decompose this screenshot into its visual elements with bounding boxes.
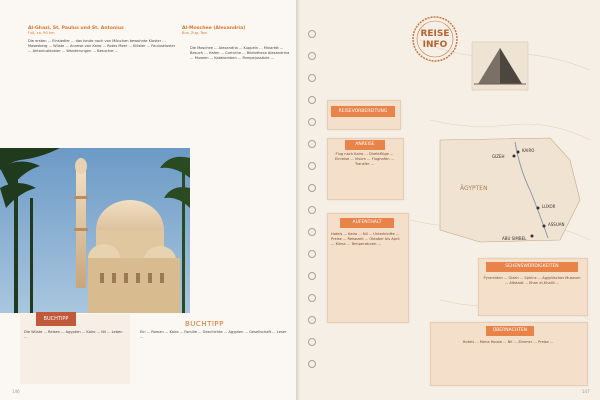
- binding-ring: [308, 184, 316, 192]
- left-page-number: 146: [12, 389, 20, 394]
- map-label-gizeh: GIZEH: [492, 154, 505, 159]
- card-uebernachten-label: ÜBERNACHTEN: [486, 326, 534, 336]
- binding-ring: [308, 52, 316, 60]
- column-1-heading: Al-Ghazi, St. Paulus und St. Antonius: [28, 26, 124, 31]
- map-label-luxor: LUXOR: [542, 204, 556, 209]
- card-anreise-label: ANREISE: [345, 140, 385, 150]
- buchtipp-label: [36, 312, 76, 326]
- column-1-text: Die ersten ... Einsiedler ... das heute noch von Mönchen bewohnte Kloster ... Mosesberg ... Wüste ... Anreise von Kairo ... Rotes Meer ... Klöster ... Pauluskloster ... Antoniuskloster ... Wanderungen ... Besucher ...: [28, 39, 176, 53]
- card-sehenswuerdigkeiten-text: Pyramiden ... Gizeh ... Sphinx ... Ägyptisches Museum ... Altstadt ... Khan el-Khalili ...: [483, 276, 581, 286]
- binding-ring: [308, 360, 316, 368]
- binding-ring: [308, 294, 316, 302]
- right-page-number: 147: [582, 389, 590, 394]
- binding-ring: [308, 96, 316, 104]
- pyramid-illustration: [470, 40, 530, 92]
- binding-ring: [308, 228, 316, 236]
- running-head: [18, 44, 22, 154]
- card-reisevorbereitung-label: REISEVORBEREITUNG: [331, 106, 395, 117]
- binding-ring: [308, 162, 316, 170]
- text-area-beside-photo: [190, 148, 300, 313]
- card-anreise-text: Flug nach Kairo ... Direktflüge ... Einreise ... Visum ... Flughafen ... Transfer ...: [334, 152, 395, 167]
- article-column-1: [28, 26, 176, 135]
- binding-ring: [308, 272, 316, 280]
- buchtipp-box-text: Die Wüste ... Reisen ... Ägypten ... Kairo ... Nil ... Leben ...: [24, 330, 123, 339]
- card-aufenthalt-label: AUFENTHALT: [340, 218, 394, 228]
- binding-ring: [308, 316, 316, 324]
- card-sehenswuerdigkeiten-label: SEHENSWÜRDIGKEITEN: [486, 262, 578, 272]
- card-uebernachten-text: Hotels ... Mena House ... Nil ... Zimmer ... Preise ...: [462, 340, 554, 344]
- binding-ring: [308, 250, 316, 258]
- egypt-map: [420, 130, 590, 250]
- map-label-abu-simbel: ABU SIMBEL: [502, 236, 527, 241]
- map-label-assuan: ASSUAN: [548, 222, 565, 227]
- binding-ring: [308, 74, 316, 82]
- stamp-line-1: REISE: [420, 29, 450, 39]
- binding-ring: [308, 118, 316, 126]
- reise-info-stamp: [410, 14, 460, 64]
- map-label-aegypten: ÄGYPTEN: [460, 185, 488, 192]
- binding-ring: [308, 206, 316, 214]
- column-2-subheading: Bus, Zug, Taxi: [182, 31, 208, 35]
- column-2-text: Die Moschee ... Alexandria ... Kuppeln ... Minarett ... Besuch ... Hafen ... Corniche ... Bibliotheca Alexandrina ... Museen ... Katakomben ... Pompejussäule ...: [190, 46, 290, 60]
- binding-ring: [308, 30, 316, 38]
- spiral-binding: [308, 30, 314, 380]
- stamp-line-2: INFO: [422, 40, 448, 50]
- column-1-subheading: Fuß, ca. 90 km: [28, 31, 55, 35]
- map-label-kairo: KAIRO: [522, 148, 535, 153]
- binding-ring: [308, 338, 316, 346]
- buchtipp-column-text: Ein ... Roman ... Kairo ... Familie ... Geschichte ... Ägypten ... Gesellschaft ... Leser ...: [140, 330, 287, 339]
- binding-ring: [308, 140, 316, 148]
- buchtipp-heading: BUCHTIPP: [185, 320, 224, 328]
- article-column-2: [182, 26, 290, 36]
- column-2-heading: Al-Moschee (Alexandria): [182, 26, 246, 31]
- buchtipp-label-text: BUCHTIPP: [43, 316, 69, 322]
- card-aufenthalt-text: Hotels ... Kairo ... Nil ... Unterkünfte ... Preise ... Reisezeit ... Oktober bis April ... Klima ... Temperaturen ...: [331, 232, 400, 247]
